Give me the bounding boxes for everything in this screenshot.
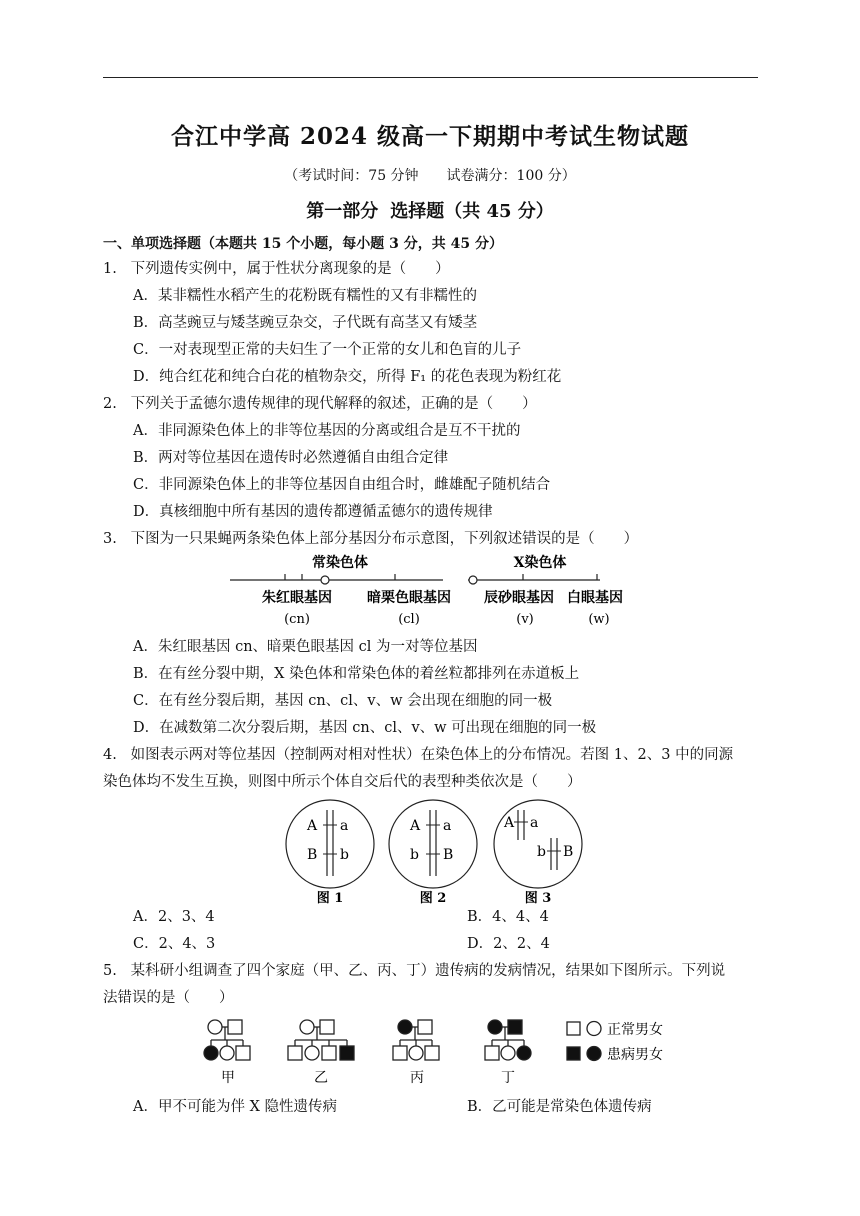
figure-caption-1: 图 1	[316, 891, 344, 906]
question-number: 1.	[103, 261, 117, 277]
parent-male-affected	[508, 1020, 522, 1034]
allele-label: a	[530, 815, 539, 831]
question-stem: 下列关于孟德尔遗传规律的现代解释的叙述，正确的是（ ）	[130, 396, 537, 412]
question-stem: 下列遗传实例中，属于性状分离现象的是（ ）	[130, 261, 450, 277]
legend-affected-female	[587, 1047, 601, 1061]
autosome-centromere	[321, 576, 329, 584]
figure-2	[389, 800, 477, 906]
part-heading	[0, 197, 860, 223]
option-1a: A．某非糯性水稻产生的花粉既有糯性的又有非糯性的	[133, 288, 477, 304]
exam-time: （考试时间：75 分钟	[284, 168, 419, 184]
option-4b: B．4、4、4	[467, 909, 549, 925]
child-female-normal	[501, 1046, 515, 1060]
figure-caption-3: 图 3	[524, 891, 552, 906]
autosome-label: 常染色体	[312, 555, 368, 571]
legend-normal-male	[567, 1022, 580, 1035]
chromosome-gene-diagram	[225, 550, 635, 630]
question-stem-line1: 某科研小组调查了四个家庭（甲、乙、丙、丁）遗传病的发病情况，结果如下图所示。下列说	[130, 963, 726, 979]
option-4d: D．2、2、4	[467, 936, 550, 952]
gene-w-label: 白眼基因	[567, 590, 623, 606]
parent-female-normal	[300, 1020, 314, 1034]
header-rule	[103, 77, 758, 78]
option-3a: A．朱红眼基因 cn、暗栗色眼基因 cl 为一对等位基因	[133, 639, 478, 655]
child-male-affected	[340, 1046, 354, 1060]
option-2c: C．非同源染色体上的非等位基因自由组合时，雌雄配子随机结合	[133, 477, 551, 493]
parent-female-affected	[398, 1020, 412, 1034]
figure-1	[286, 800, 374, 906]
legend-normal-label: 正常男女	[607, 1022, 663, 1038]
pedigree-family-ding	[485, 1020, 531, 1086]
figure-caption-2: 图 2	[419, 891, 447, 906]
option-1b: B．高茎豌豆与矮茎豌豆杂交，子代既有高茎又有矮茎	[133, 315, 478, 331]
question-stem-line1: 如图表示两对等位基因（控制两对相对性状）在染色体上的分布情况。若图 1、2、3 中的同源	[130, 747, 734, 763]
allele-label: b	[410, 847, 419, 863]
question-5	[103, 961, 725, 981]
gene-cn-label: 朱红眼基因	[262, 590, 332, 606]
child-male-normal	[236, 1046, 250, 1060]
child-female-affected	[517, 1046, 531, 1060]
x-centromere	[469, 576, 477, 584]
family-label-bing: 丙	[410, 1070, 424, 1086]
option-2a: A．非同源染色体上的非等位基因的分离或组合是互不干扰的	[133, 423, 521, 439]
child-female-affected	[204, 1046, 218, 1060]
gene-cl-symbol: (cl)	[398, 612, 420, 627]
option-4a: A．2、3、4	[133, 909, 215, 925]
legend-affected-male	[567, 1047, 580, 1060]
gene-v-label: 辰砂眼基因	[484, 590, 554, 606]
child-male-normal	[393, 1046, 407, 1060]
allele-label: A	[307, 818, 318, 834]
option-3d: D．在减数第二次分裂后期，基因 cn、cl、v、w 可出现在细胞的同一极	[133, 720, 597, 736]
family-label-jia: 甲	[221, 1070, 235, 1086]
gene-cl-label: 暗栗色眼基因	[367, 590, 451, 606]
pedigree-legend	[567, 1021, 663, 1063]
question-stem-line2: 法错误的是（ ）	[103, 990, 234, 1006]
child-male-normal	[485, 1046, 499, 1060]
allele-label: B	[307, 847, 318, 863]
question-3	[103, 529, 638, 549]
option-2b: B．两对等位基因在遗传时必然遵循自由组合定律	[133, 450, 449, 466]
gene-v-symbol: (v)	[516, 612, 534, 627]
pedigree-family-jia	[204, 1020, 250, 1086]
child-female-normal	[305, 1046, 319, 1060]
question-stem-line2: 染色体均不发生互换，则图中所示个体自交后代的表型种类依次是（ ）	[103, 774, 582, 790]
parent-male-normal	[228, 1020, 242, 1034]
allele-label: A	[504, 815, 515, 831]
allele-label: b	[340, 847, 349, 863]
question-number: 4.	[103, 747, 117, 763]
allele-label: a	[340, 818, 349, 834]
option-4c: C．2、4、3	[133, 936, 216, 952]
parent-male-normal	[418, 1020, 432, 1034]
question-2	[103, 394, 537, 414]
gene-w-symbol: (w)	[588, 612, 610, 627]
pedigree-family-bing	[393, 1020, 439, 1086]
family-label-ding: 丁	[501, 1070, 515, 1086]
question-number: 2.	[103, 396, 117, 412]
question-1	[103, 259, 450, 279]
family-label-yi: 乙	[314, 1070, 328, 1086]
child-female-normal	[220, 1046, 234, 1060]
option-3c: C．在有丝分裂后期，基因 cn、cl、v、w 会出现在细胞的同一极	[133, 693, 553, 709]
question-number: 5.	[103, 963, 117, 979]
page-title: 合江中学高 2024 级高一下期期中考试生物试题	[170, 123, 690, 150]
gene-cn-symbol: (cn)	[284, 612, 310, 627]
parent-male-normal	[320, 1020, 334, 1034]
parent-female-affected	[488, 1020, 502, 1034]
legend-affected-label: 患病男女	[607, 1047, 663, 1063]
allele-label: b	[537, 844, 546, 860]
section-title: 一、单项选择题（本题共 15 个小题，每小题 3 分，共 45 分）	[103, 236, 503, 252]
option-5b: B．乙可能是常染色体遗传病	[467, 1099, 652, 1115]
question-stem: 下图为一只果蝇两条染色体上部分基因分布示意图，下列叙述错误的是（ ）	[130, 531, 639, 547]
child-male-normal	[322, 1046, 336, 1060]
child-female-normal	[409, 1046, 423, 1060]
part-name: 选择题（共 45 分）	[390, 201, 554, 222]
allele-label: a	[443, 818, 452, 834]
parent-female-normal	[208, 1020, 222, 1034]
allele-circle-figures	[280, 798, 600, 908]
allele-label: A	[410, 818, 421, 834]
question-number: 3.	[103, 531, 117, 547]
cell-circle-1	[286, 800, 374, 888]
option-1c: C．一对表现型正常的夫妇生了一个正常的女儿和色盲的儿子	[133, 342, 522, 358]
question-4	[103, 745, 733, 765]
allele-label: B	[563, 844, 574, 860]
part-title: 第一部分	[306, 201, 379, 222]
cell-circle-2	[389, 800, 477, 888]
legend-normal-female	[587, 1022, 601, 1036]
allele-label: B	[443, 847, 454, 863]
pedigree-family-yi	[288, 1020, 354, 1086]
child-male-normal	[425, 1046, 439, 1060]
option-3b: B．在有丝分裂中期，X 染色体和常染色体的着丝粒都排列在赤道板上	[133, 666, 580, 682]
pedigree-diagram	[195, 1012, 715, 1090]
full-score: 试卷满分：100 分）	[446, 168, 576, 184]
option-1d: D．纯合红花和纯合白花的植物杂交，所得 F₁ 的花色表现为粉红花	[133, 369, 562, 385]
child-male-normal	[288, 1046, 302, 1060]
figure-3	[494, 800, 582, 906]
option-2d: D．真核细胞中所有基因的遗传都遵循孟德尔的遗传规律	[133, 504, 493, 520]
option-5a: A．甲不可能为伴 X 隐性遗传病	[133, 1099, 338, 1115]
exam-info	[0, 165, 860, 185]
x-chromosome-label: X染色体	[513, 555, 567, 571]
